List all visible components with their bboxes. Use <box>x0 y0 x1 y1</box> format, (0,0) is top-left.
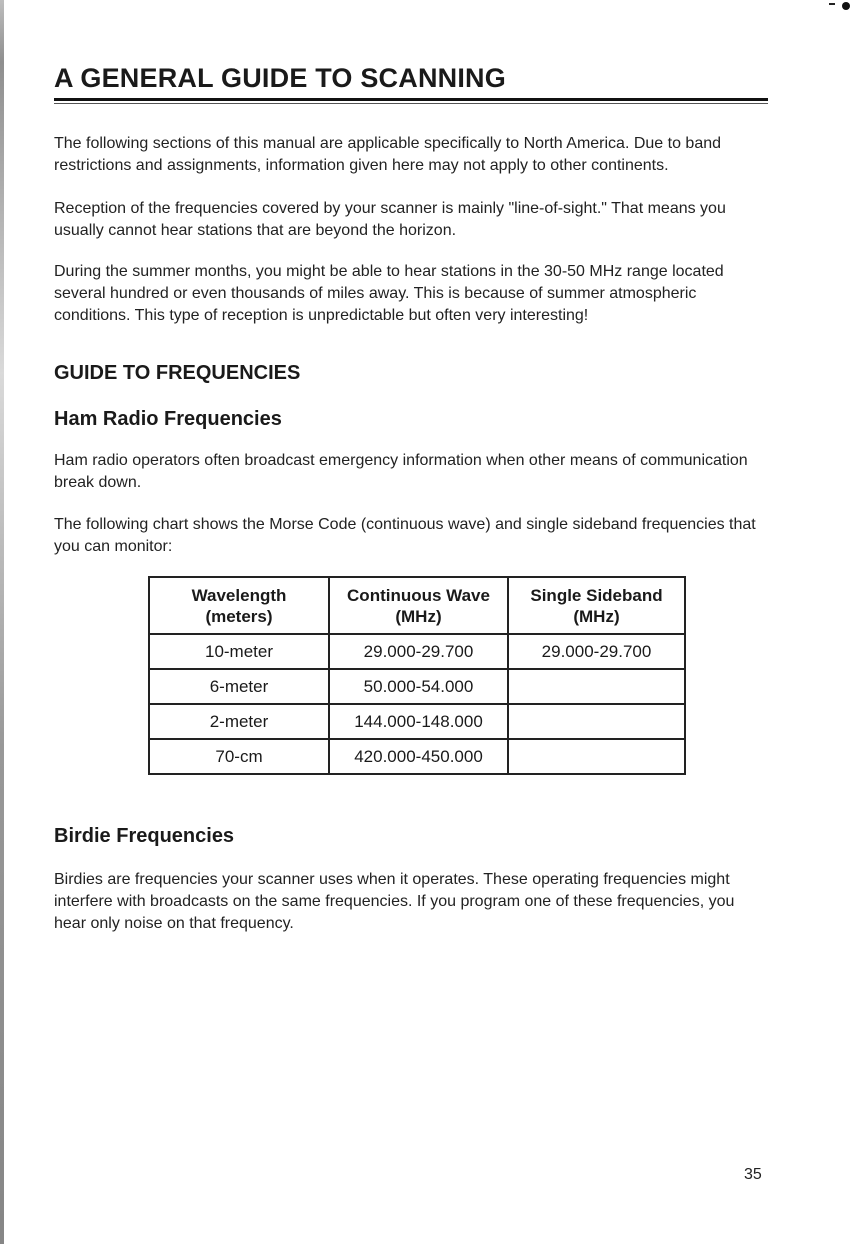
header-single-sideband: Single Sideband (MHz) <box>508 577 685 634</box>
page-title: A GENERAL GUIDE TO SCANNING <box>54 63 506 93</box>
page-number: 35 <box>744 1166 762 1183</box>
scan-edge <box>0 0 4 1244</box>
line-of-sight-paragraph: Reception of the frequencies covered by your scanner is mainly "line-of-sight." That means you usually cannot hear stations that are beyond the horizon. <box>54 200 726 239</box>
table-row <box>149 704 685 739</box>
cell-ssb <box>508 704 685 739</box>
birdie-heading: Birdie Frequencies <box>54 825 235 847</box>
scan-corner-mark <box>827 0 851 14</box>
cell-ssb: 29.000-29.700 <box>508 634 685 669</box>
table-header-row <box>149 577 685 634</box>
cell-wavelength: 2-meter <box>149 704 329 739</box>
intro-paragraph: The following sections of this manual are applicable specifically to North America. Due to band restrictions and assignments, information given here may not apply to other continents. <box>54 135 722 174</box>
birdie-paragraph: Birdies are frequencies your scanner uses when it operates. These operating frequencies might interfere with broadcasts on the same frequencies. If you program one of these frequencies, you hear only noise on that frequency. <box>54 871 735 932</box>
table-row <box>149 634 685 669</box>
title-rule-thin <box>54 103 768 104</box>
cell-wavelength: 6-meter <box>149 669 329 704</box>
chart-intro-paragraph: The following chart shows the Morse Code (continuous wave) and single sideband frequencies that you can monitor: <box>54 516 756 555</box>
ham-paragraph: Ham radio operators often broadcast emergency information when other means of communication break down. <box>54 452 748 491</box>
cell-ssb <box>508 669 685 704</box>
header-wavelength: Wavelength (meters) <box>149 577 329 634</box>
ham-heading: Ham Radio Frequencies <box>54 408 282 430</box>
cell-cw: 29.000-29.700 <box>329 634 508 669</box>
manual-page <box>54 60 768 935</box>
table-row <box>149 739 685 774</box>
frequency-table <box>148 576 686 775</box>
cell-cw: 144.000-148.000 <box>329 704 508 739</box>
cell-cw: 420.000-450.000 <box>329 739 508 774</box>
header-continuous-wave: Continuous Wave (MHz) <box>329 577 508 634</box>
cell-ssb <box>508 739 685 774</box>
cell-cw: 50.000-54.000 <box>329 669 508 704</box>
cell-wavelength: 70-cm <box>149 739 329 774</box>
cell-wavelength: 10-meter <box>149 634 329 669</box>
title-rule <box>54 98 768 101</box>
summer-reception-paragraph: During the summer months, you might be able to hear stations in the 30-50 MHz range located several hundred or even thousands of miles away. This is because of summer atmospheric conditions. This type of reception is unpredictable but often very interesting! <box>54 263 724 324</box>
table-row <box>149 669 685 704</box>
guide-heading: GUIDE TO FREQUENCIES <box>54 362 301 384</box>
